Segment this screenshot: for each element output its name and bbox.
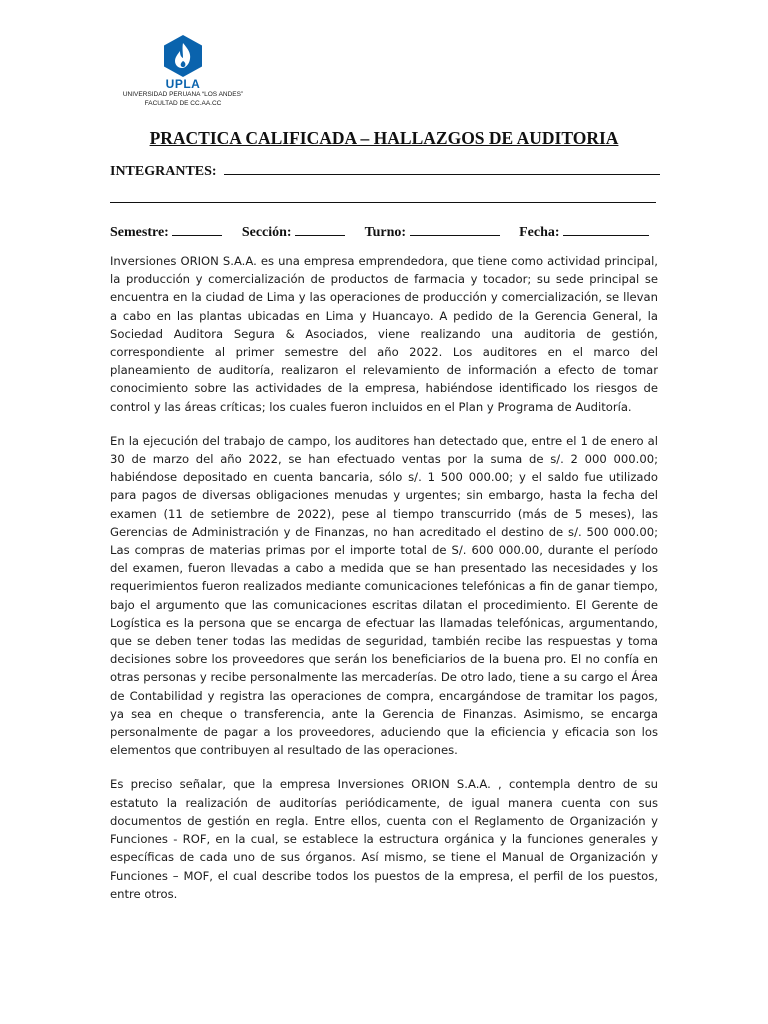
meta-row (110, 223, 649, 241)
integrantes-blank-2 (110, 190, 656, 203)
page-title: PRACTICA CALIFICADA – HALLAZGOS DE AUDITORIA (149, 128, 619, 148)
seccion-blank (295, 223, 345, 236)
semestre-label: Semestre: (110, 225, 169, 240)
fecha-label: Fecha: (519, 225, 560, 240)
faculty-name: FACULTAD DE CC.AA.CC (144, 100, 222, 107)
integrantes-label: INTEGRANTES: (110, 164, 217, 179)
integrantes-second-line (110, 190, 656, 208)
turno-field (365, 223, 500, 241)
semestre-field (110, 223, 222, 241)
paragraph-findings: En la ejecución del trabajo de campo, los auditores han detectado que, entre el 1 de enero al 30 de marzo del año 2022, se han efectuado ventas por la suma de s/. 2 000 000.00; habiéndose depositado en cuenta bancaria, sólo s/. 1 500 000.00; y el saldo fue utilizado para pagos de diversas obligaciones menudas y urgentes; sin embargo, hasta la fecha del examen (11 de setiembre de 2022), pese al tiempo transcurrido (más de 5 meses), las Gerencias de Administración y de Finanzas, no han acreditado el destino de s/. 500 000.00; Las compras de materias primas por el importe total de S/. 600 000.00, durante el período del examen, fueron llevadas a cabo a medida que se han presentado las necesidades y los requerimientos fueron realizados mediante comunicaciones telefónicas a fin de ganar tiempo, bajo el argumento que las comunicaciones escritas dilatan el procedimiento. El Gerente de Logística es la persona que se encarga de efectuar las llamadas telefónicas, argumentando, que se deben tener todas las medidas de seguridad, también recibe las respuestas y toma decisiones sobre los proveedores que serán los beneficiarios de la buena pro. El no confía en otras personas y recibe personalmente las mercaderías. De otro lado, tiene a su cargo el Área de Contabilidad y registra las operaciones de compra, encargándose de tramitar los pagos, ya sea en cheque o transferencia, ante la Gerencia de Finanzas. Asimismo, se encarga personalmente de pagar a los proveedores, aduciendo que la eficiencia y eficacia son los elementos que contribuyen al resultado de las operaciones. (110, 433, 658, 758)
paragraph-intro: Inversiones ORION S.A.A. es una empresa emprendedora, que tiene como actividad principal, la producción y comercialización de productos de farmacia y tocador; su sede principal se encuentra en la ciudad de Lima y las operaciones de producción y comercialización, se llevan a cabo en las plantas ubicadas en Lima y Huancayo. A pedido de la Gerencia General, la Sociedad Auditora Segura & Asociados, viene realizando una auditoria de gestión, correspondiente al primer semestre del año 2022. Los auditores en el marco del planeamiento de auditoría, realizaron el relevamiento de información a efecto de tomar conocimiento sobre las actividades de la empresa, habiéndose identificado los riesgos de control y las áreas críticas; los cuales fueron incluidos en el Plan y Programa de Auditoría. (110, 254, 658, 414)
seccion-label: Sección: (241, 225, 292, 240)
document-body (110, 252, 658, 919)
fecha-field (519, 223, 649, 241)
seccion-field (242, 223, 345, 241)
turno-blank (410, 223, 500, 236)
turno-label: Turno: (364, 225, 407, 240)
integrantes-blank (224, 162, 660, 175)
semestre-blank (172, 223, 222, 236)
paragraph-context: Es preciso señalar, que la empresa Inversiones ORION S.A.A. , contempla dentro de su estatuto la realización de auditorías periódicamente, de igual manera cuenta con sus documentos de gestión en regla. Entre ellos, cuenta con el Reglamento de Organización y Funciones - ROF, en la cual, se establece la estructura orgánica y la funciones generales y específicas de cada uno de sus órganos. Así mismo, se tiene el Manual de Organización y Funciones – MOF, el cual describe todos los puestos de la empresa, el perfil de los puestos, entre otros. (110, 777, 658, 901)
flame-hexagon-icon (161, 34, 205, 78)
university-name: UNIVERSIDAD PERUANA “LOS ANDES” (122, 91, 244, 98)
integrantes-row (110, 162, 660, 180)
fecha-blank (563, 223, 649, 236)
logo-wordmark: UPLA (165, 77, 201, 91)
